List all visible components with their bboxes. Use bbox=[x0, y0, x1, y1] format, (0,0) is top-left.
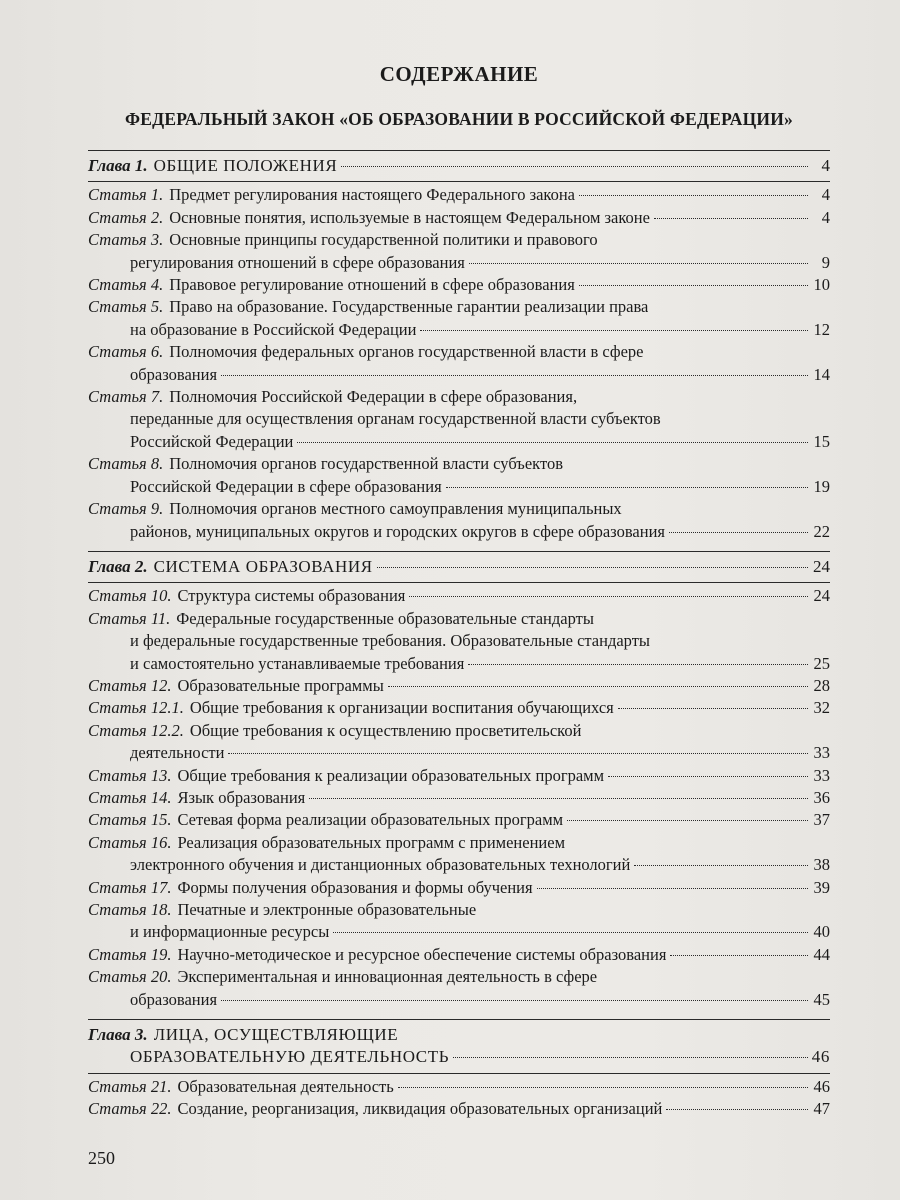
chapter-title: ЛИЦА, ОСУЩЕСТВЛЯЮЩИЕ bbox=[153, 1025, 399, 1045]
page-ref: 14 bbox=[813, 364, 830, 384]
page-ref: 46 bbox=[811, 1047, 830, 1067]
article-entry bbox=[88, 765, 830, 787]
chapter-label: Глава 1. bbox=[88, 156, 148, 175]
article-entry bbox=[88, 341, 830, 386]
article-label: Статья 10. bbox=[88, 586, 172, 606]
article-label: Статья 3. bbox=[88, 230, 164, 250]
article-entry bbox=[88, 787, 830, 809]
page-ref: 15 bbox=[813, 431, 830, 451]
chapter-title: СИСТЕМА ОБРАЗОВАНИЯ bbox=[153, 556, 373, 576]
dot-leader bbox=[377, 567, 808, 568]
page-ref: 38 bbox=[813, 855, 830, 875]
entry-line bbox=[88, 1076, 830, 1098]
page-ref: 47 bbox=[813, 1099, 830, 1119]
chapter-entry bbox=[88, 1024, 830, 1069]
entry-line bbox=[88, 585, 830, 607]
dot-leader bbox=[579, 285, 808, 286]
contents-title: СОДЕРЖАНИЕ bbox=[379, 62, 539, 86]
article-title: регулирования отношений в сфере образования bbox=[130, 252, 465, 272]
dot-leader bbox=[333, 932, 808, 933]
dot-leader bbox=[221, 1000, 808, 1001]
article-title: Полномочия Российской Федерации в сфере образования, bbox=[169, 387, 578, 407]
chapter-rule bbox=[88, 551, 830, 552]
article-entry bbox=[88, 720, 830, 765]
article-label: Статья 21. bbox=[88, 1076, 172, 1096]
page-ref: 36 bbox=[813, 787, 830, 807]
article-title: Основные понятия, используемые в настоящем Федеральном законе bbox=[169, 207, 650, 227]
article-title: Сетевая форма реализации образовательных программ bbox=[177, 810, 564, 830]
dot-leader bbox=[221, 375, 808, 376]
article-title: образования bbox=[130, 364, 218, 384]
article-label: Статья 19. bbox=[88, 944, 172, 964]
chapter-entry bbox=[88, 155, 830, 177]
entry-line bbox=[88, 720, 830, 742]
article-title: Печатные и электронные образовательные bbox=[177, 900, 477, 919]
page-ref: 46 bbox=[813, 1076, 830, 1096]
article-title: Основные принципы государственной политики и правового bbox=[169, 230, 598, 250]
page-number: 250 bbox=[88, 1148, 115, 1168]
page-ref: 44 bbox=[813, 944, 830, 964]
dot-leader bbox=[446, 487, 808, 488]
entry-line bbox=[88, 697, 830, 719]
entry-line bbox=[88, 608, 830, 630]
dot-leader bbox=[228, 753, 808, 754]
article-label: Статья 18. bbox=[88, 900, 172, 919]
article-title: районов, муниципальных округов и городских округов в сфере образования bbox=[130, 521, 665, 541]
article-entry bbox=[88, 453, 830, 498]
article-entry bbox=[88, 675, 830, 697]
page-ref: 24 bbox=[813, 586, 830, 606]
article-label: Статья 2. bbox=[88, 207, 164, 227]
entry-line bbox=[88, 877, 830, 899]
article-entry bbox=[88, 1098, 830, 1120]
dot-leader bbox=[669, 532, 808, 533]
entry-line bbox=[88, 207, 830, 229]
entry-line bbox=[88, 431, 830, 453]
entry-line bbox=[88, 832, 830, 854]
chapter-rule bbox=[88, 1019, 830, 1020]
entry-line bbox=[88, 921, 830, 943]
entry-line bbox=[88, 899, 830, 921]
article-title: Общие требования к организации воспитания обучающихся bbox=[189, 698, 614, 718]
article-title: Российской Федерации bbox=[130, 431, 294, 451]
entry-line bbox=[88, 765, 830, 787]
article-title: Правовое регулирование отношений в сфере образования bbox=[169, 275, 575, 295]
entry-line bbox=[88, 787, 830, 809]
chapter-title: ОБРАЗОВАТЕЛЬНУЮ ДЕЯТЕЛЬНОСТЬ bbox=[130, 1047, 450, 1067]
page-ref: 9 bbox=[821, 252, 830, 272]
article-entry bbox=[88, 832, 830, 877]
entry-line bbox=[88, 229, 830, 251]
page-ref: 4 bbox=[821, 185, 830, 205]
article-entry bbox=[88, 877, 830, 899]
article-entry bbox=[88, 608, 830, 675]
dot-leader bbox=[409, 596, 808, 597]
article-title: Формы получения образования и формы обучения bbox=[177, 877, 533, 897]
entry-line bbox=[88, 252, 830, 274]
article-title: деятельности bbox=[130, 743, 225, 763]
page-ref: 40 bbox=[813, 922, 830, 942]
dot-leader bbox=[297, 442, 808, 443]
article-title: на образование в Российской Федерации bbox=[130, 319, 417, 339]
article-title: образования bbox=[130, 989, 218, 1009]
article-entry bbox=[88, 386, 830, 453]
article-title: и федеральные государственные требования. Образовательные стандарты bbox=[130, 631, 651, 651]
entry-line bbox=[88, 341, 830, 363]
entry-line bbox=[88, 408, 830, 430]
page-ref: 4 bbox=[821, 156, 830, 175]
entry-line bbox=[88, 653, 830, 675]
dot-leader bbox=[567, 820, 808, 821]
dot-leader bbox=[398, 1087, 808, 1088]
entry-line bbox=[88, 854, 830, 876]
article-title: Право на образование. Государственные гарантии реализации права bbox=[169, 297, 649, 317]
page-ref: 24 bbox=[813, 556, 830, 576]
article-entry bbox=[88, 1076, 830, 1098]
article-title: переданные для осуществления органам государственной власти субъектов bbox=[130, 409, 661, 429]
article-label: Статья 13. bbox=[88, 765, 172, 785]
article-entry bbox=[88, 229, 830, 274]
entry-line bbox=[88, 155, 830, 177]
page-ref: 32 bbox=[813, 698, 830, 718]
entry-line bbox=[88, 1098, 830, 1120]
article-entry bbox=[88, 697, 830, 719]
entry-line bbox=[88, 453, 830, 475]
article-entry bbox=[88, 585, 830, 607]
article-entry bbox=[88, 296, 830, 341]
page-ref: 28 bbox=[813, 675, 830, 695]
article-label: Статья 11. bbox=[88, 608, 171, 628]
entry-line bbox=[88, 498, 830, 520]
dot-leader bbox=[388, 686, 808, 687]
article-title: и информационные ресурсы bbox=[130, 922, 330, 942]
article-entry bbox=[88, 274, 830, 296]
dot-leader bbox=[618, 708, 808, 709]
article-label: Статья 12.1. bbox=[88, 698, 184, 718]
page-ref: 45 bbox=[813, 989, 830, 1009]
chapter-entry bbox=[88, 556, 830, 578]
entry-line bbox=[88, 742, 830, 764]
article-label: Статья 5. bbox=[88, 297, 164, 317]
chapter-title: ОБЩИЕ ПОЛОЖЕНИЯ bbox=[153, 156, 338, 175]
dot-leader bbox=[666, 1109, 808, 1110]
article-title: Создание, реорганизация, ликвидация образовательных организаций bbox=[177, 1099, 663, 1119]
page-ref: 37 bbox=[813, 810, 830, 830]
entry-line bbox=[88, 944, 830, 966]
entry-line bbox=[88, 809, 830, 831]
entry-line bbox=[88, 675, 830, 697]
dot-leader bbox=[309, 798, 808, 799]
dot-leader bbox=[468, 664, 808, 665]
dot-leader bbox=[453, 1057, 808, 1058]
article-title: Полномочия органов местного самоуправления муниципальных bbox=[169, 499, 622, 519]
article-label: Статья 22. bbox=[88, 1099, 172, 1119]
article-label: Статья 15. bbox=[88, 810, 172, 830]
article-entry bbox=[88, 966, 830, 1011]
page-ref: 22 bbox=[813, 521, 830, 541]
article-label: Статья 12.2. bbox=[88, 720, 184, 740]
entry-line bbox=[88, 966, 830, 988]
chapter-rule bbox=[88, 181, 830, 182]
entry-line bbox=[88, 274, 830, 296]
article-title: Полномочия федеральных органов государственной власти в сфере bbox=[169, 342, 644, 362]
article-entry bbox=[88, 809, 830, 831]
article-entry bbox=[88, 899, 830, 944]
article-title: Научно-методическое и ресурсное обеспечение системы образования bbox=[177, 944, 667, 964]
article-entry bbox=[88, 184, 830, 206]
article-title: Язык образования bbox=[177, 787, 306, 807]
dot-leader bbox=[634, 865, 808, 866]
law-title: ФЕДЕРАЛЬНЫЙ ЗАКОН «ОБ ОБРАЗОВАНИИ В РОССИЙСКОЙ ФЕДЕРАЦИИ» bbox=[125, 109, 793, 129]
article-entry bbox=[88, 944, 830, 966]
chapter-label: Глава 2. bbox=[88, 556, 148, 576]
page-ref: 4 bbox=[821, 207, 830, 227]
chapter-rule bbox=[88, 150, 830, 151]
article-label: Статья 14. bbox=[88, 787, 172, 807]
entry-line bbox=[88, 521, 830, 543]
dot-leader bbox=[608, 776, 808, 777]
entry-line bbox=[88, 364, 830, 386]
entry-line bbox=[88, 386, 830, 408]
entry-line bbox=[88, 1046, 830, 1068]
entry-line bbox=[88, 1024, 830, 1046]
article-title: Общие требования к осуществлению просветительской bbox=[189, 720, 582, 740]
table-of-contents bbox=[88, 62, 830, 1121]
page-ref: 19 bbox=[813, 476, 830, 496]
article-label: Статья 12. bbox=[88, 675, 172, 695]
dot-leader bbox=[341, 166, 808, 167]
article-title: Образовательные программы bbox=[177, 675, 384, 695]
article-title: Полномочия органов государственной власти субъектов bbox=[169, 454, 563, 474]
article-title: Российской Федерации в сфере образования bbox=[130, 476, 442, 496]
toc-list bbox=[88, 150, 830, 1121]
article-entry bbox=[88, 207, 830, 229]
article-label: Статья 1. bbox=[88, 185, 164, 205]
page-ref: 39 bbox=[813, 877, 830, 897]
article-label: Статья 8. bbox=[88, 454, 164, 474]
article-label: Статья 7. bbox=[88, 387, 164, 407]
article-label: Статья 6. bbox=[88, 342, 164, 362]
chapter-rule bbox=[88, 1073, 830, 1074]
entry-line bbox=[88, 630, 830, 652]
chapter-label: Глава 3. bbox=[88, 1025, 148, 1045]
article-label: Статья 4. bbox=[88, 275, 164, 295]
article-label: Статья 9. bbox=[88, 499, 164, 519]
entry-line bbox=[88, 556, 830, 578]
dot-leader bbox=[420, 330, 808, 331]
article-title: Федеральные государственные образовательные стандарты bbox=[176, 608, 594, 628]
article-title: Предмет регулирования настоящего Федерального закона bbox=[169, 185, 575, 205]
page-ref: 33 bbox=[813, 743, 830, 763]
article-title: Образовательная деятельность bbox=[177, 1076, 394, 1096]
article-label: Статья 16. bbox=[88, 832, 172, 852]
article-title: электронного обучения и дистанционных образовательных технологий bbox=[130, 855, 631, 875]
article-title: Реализация образовательных программ с применением bbox=[177, 832, 566, 852]
dot-leader bbox=[654, 218, 808, 219]
entry-line bbox=[88, 989, 830, 1011]
page-ref: 25 bbox=[813, 653, 830, 673]
entry-line bbox=[88, 476, 830, 498]
entry-line bbox=[88, 319, 830, 341]
article-title: Структура системы образования bbox=[177, 586, 406, 606]
dot-leader bbox=[469, 263, 808, 264]
article-entry bbox=[88, 498, 830, 543]
entry-line bbox=[88, 184, 830, 206]
article-label: Статья 20. bbox=[88, 967, 172, 987]
page-ref: 10 bbox=[813, 275, 830, 295]
page-ref: 33 bbox=[813, 765, 830, 785]
article-title: Общие требования к реализации образовательных программ bbox=[177, 765, 605, 785]
dot-leader bbox=[579, 195, 808, 196]
entry-line bbox=[88, 296, 830, 318]
chapter-rule bbox=[88, 582, 830, 583]
article-title: Экспериментальная и инновационная деятельность в сфере bbox=[177, 967, 598, 987]
article-title: и самостоятельно устанавливаемые требования bbox=[130, 653, 465, 673]
article-label: Статья 17. bbox=[88, 877, 172, 897]
dot-leader bbox=[537, 888, 808, 889]
dot-leader bbox=[670, 955, 808, 956]
page-ref: 12 bbox=[813, 319, 830, 339]
